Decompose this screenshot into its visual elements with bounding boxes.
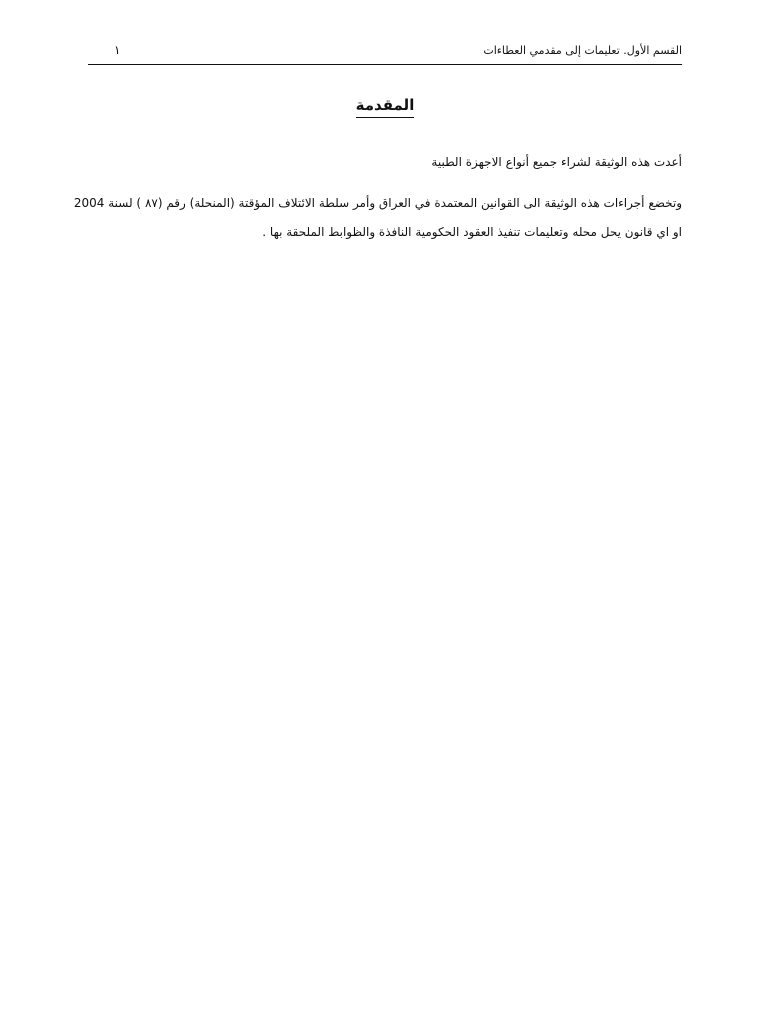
page-header [88,40,682,65]
section-title-text: المقدمة [356,96,415,118]
intro-paragraph: أعدت هذه الوثيقة لشراء جميع أنواع الاجهزة الطبية [431,155,682,169]
legal-paragraph-line-2: او اي قانون يحل محله وتعليمات تنفيذ العقود الحكومية النافذة والظوابط الملحقة بها . [262,225,682,239]
header-title: القسم الأول. تعليمات إلى مقدمي العطاءات [483,44,682,57]
page-number: ١ [114,43,121,57]
section-title [0,96,770,114]
legal-paragraph-line-1: وتخضع أجراءات هذه الوثيقة الى القوانين المعتمدة في العراق وأمر سلطة الائتلاف المؤقتة (المنحلة) رقم (٨٧ ) لسنة 2004 [73,196,682,210]
